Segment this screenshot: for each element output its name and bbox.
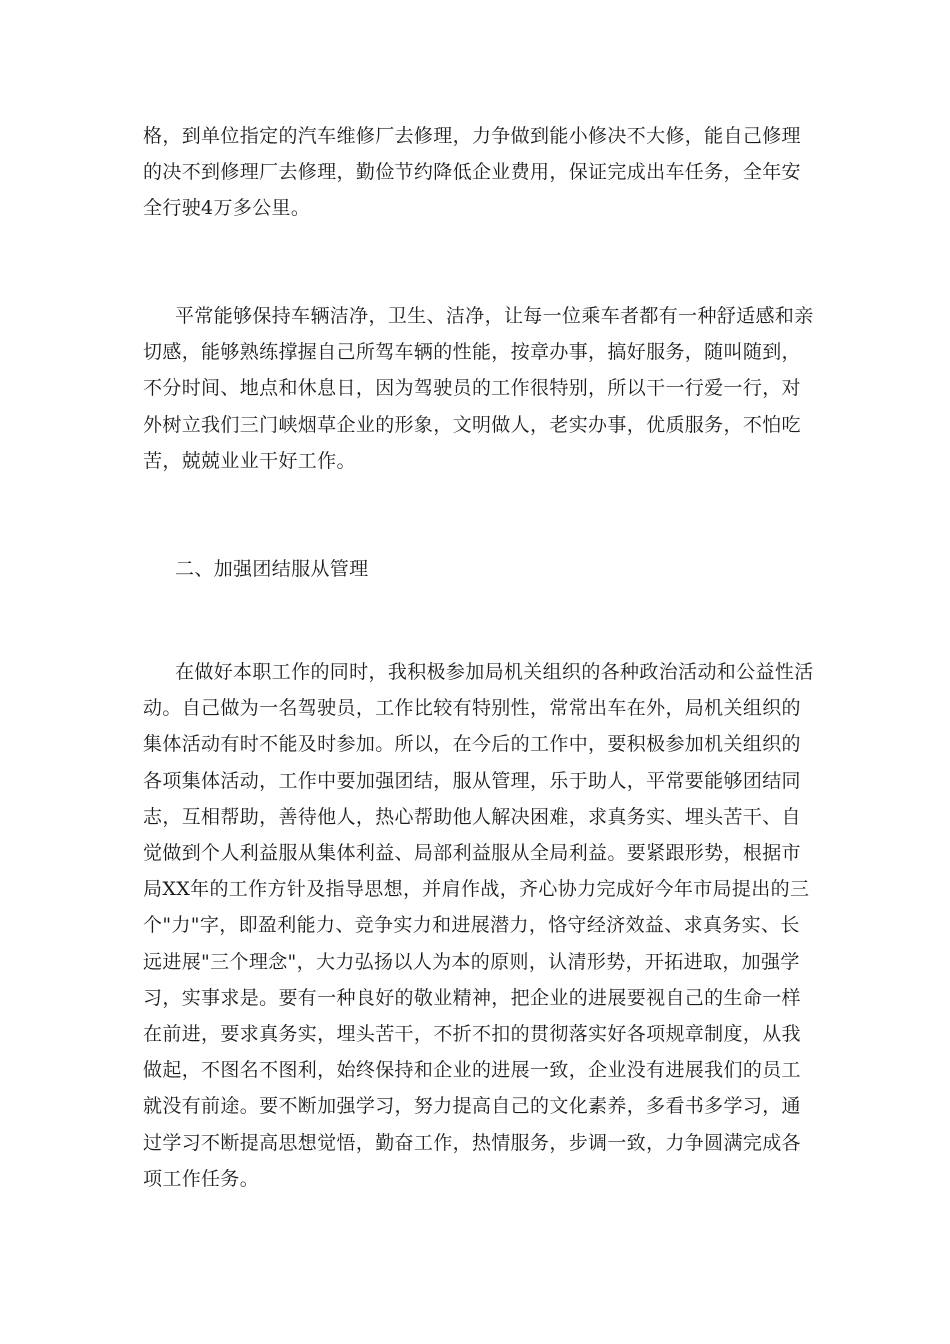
section-heading-text: 二、加强团结服从管理 — [175, 558, 369, 580]
paragraph-line: 在前进，要求真务实，埋头苦干，不折不扣的贯彻落实好各项规章制度，从我 — [143, 1023, 801, 1046]
body-paragraph — [143, 298, 814, 479]
paragraph-line: 各项集体活动，工作中要加强团结，服从管理，乐于助人，平常要能够团结同 — [143, 769, 801, 792]
paragraph-line: 外树立我们三门峡烟草企业的形象，文明做人，老实办事，优质服务，不怕吃 — [143, 413, 801, 436]
paragraph-line: 的决不到修理厂去修理，勤俭节约降低企业费用，保证完成出车任务，全年安 — [143, 161, 801, 184]
paragraph-line: 局XX年的工作方针及指导思想，并肩作战，齐心协力完成好今年市局提出的三 — [143, 878, 810, 901]
paragraph-line: 不分时间、地点和休息日，因为驾驶员的工作很特别，所以干一行爱一行，对 — [143, 377, 801, 400]
section-heading — [143, 551, 807, 587]
paragraph-line: 觉做到个人利益服从集体利益、局部利益服从全局利益。要紧跟形势，根据市 — [143, 842, 801, 865]
body-paragraph — [143, 118, 807, 227]
paragraph-line: 全行驶4万多公里。 — [143, 197, 311, 220]
paragraph-line: 习，实事求是。要有一种良好的敬业精神，把企业的进展要视自己的生命一样 — [143, 986, 801, 1009]
paragraph-line: 就没有前途。要不断加强学习，努力提高自己的文化素养，多看书多学习，通 — [143, 1095, 801, 1118]
paragraph-line: 集体活动有时不能及时参加。所以，在今后的工作中，要积极参加机关组织的 — [143, 733, 801, 756]
body-paragraph — [143, 654, 814, 1197]
paragraph-line: 动。自己做为一名驾驶员，工作比较有特别性，常常出车在外，局机关组织的 — [143, 697, 801, 720]
paragraph-line: 过学习不断提高思想觉悟，勤奋工作，热情服务，步调一致，力争圆满完成各 — [143, 1131, 801, 1154]
paragraph-line: 平常能够保持车辆洁净，卫生、洁净，让每一位乘车者都有一种舒适感和亲 — [175, 305, 814, 327]
paragraph-line: 志，互相帮助，善待他人，热心帮助他人解决困难，求真务实、埋头苦干、自 — [143, 805, 801, 828]
paragraph-line: 项工作任务。 — [143, 1167, 260, 1190]
paragraph-line: 在做好本职工作的同时，我积极参加局机关组织的各种政治活动和公益性活 — [175, 661, 814, 683]
paragraph-line: 苦，兢兢业业干好工作。 — [143, 449, 356, 472]
paragraph-line: 个"力"字，即盈利能力、竞争实力和进展潜力，恪守经济效益、求真务实、长 — [143, 914, 800, 937]
paragraph-line: 远进展"三个理念"，大力弘扬以人为本的原则，认清形势，开拓进取，加强学 — [143, 950, 800, 973]
paragraph-line: 做起，不图名不图利，始终保持和企业的进展一致，企业没有进展我们的员工 — [143, 1059, 801, 1082]
paragraph-line: 格，到单位指定的汽车维修厂去修理，力争做到能小修决不大修，能自己修理 — [143, 125, 801, 147]
paragraph-line: 切感，能够熟练撑握自己所驾车辆的性能，按章办事，搞好服务，随叫随到， — [143, 341, 801, 364]
